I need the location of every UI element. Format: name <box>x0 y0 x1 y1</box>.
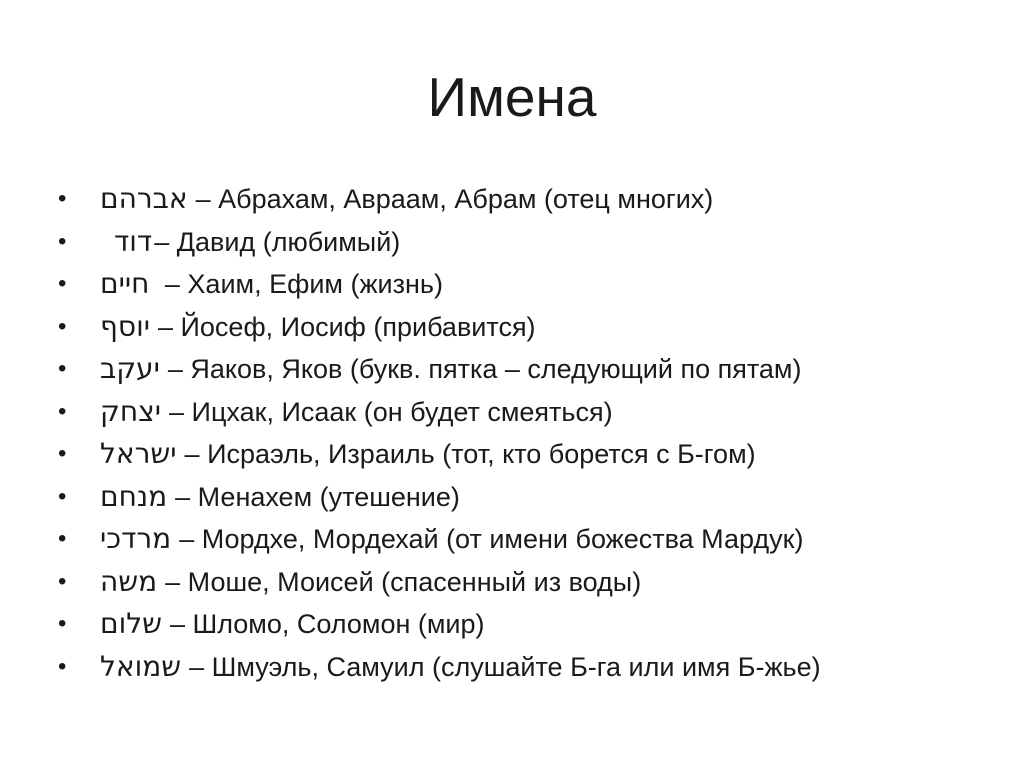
list-item <box>58 561 998 604</box>
name-gloss: – Шломо, Соломон (мир) <box>169 609 485 639</box>
name-gloss: – Йосеф, Иосиф (прибавится) <box>157 311 536 342</box>
bullet-icon: • <box>58 270 67 297</box>
name-gloss: – Моше, Моисей (спасенный из воды) <box>165 566 642 597</box>
name-gloss: – Яаков, Яков (букв. пятка – следующий по пятам) <box>167 354 802 384</box>
bullet-icon: • <box>58 440 67 467</box>
hebrew-name: ישראל <box>100 437 177 470</box>
bullet-icon: • <box>58 610 67 637</box>
hebrew-name: יצחק <box>100 394 162 428</box>
list-item <box>58 518 998 561</box>
name-gloss: – Ицхак, Исаак (он будет смеяться) <box>169 396 613 427</box>
list-item <box>58 433 998 476</box>
hebrew-name: יעקב <box>100 352 160 385</box>
hebrew-name: שמואל <box>100 649 182 683</box>
name-gloss: – Давид (любимый) <box>154 226 401 257</box>
slide-title: Имена <box>427 66 597 128</box>
list-item <box>58 476 998 519</box>
bullet-icon: • <box>58 227 67 255</box>
hebrew-name: חיים <box>100 267 150 300</box>
name-gloss: – Менахем (утешение) <box>175 481 460 512</box>
bullet-icon: • <box>58 567 67 595</box>
hebrew-name: יוסף <box>100 309 150 343</box>
name-gloss: – Шмуэль, Самуил (слушайте Б-га или имя Б-жье) <box>189 651 821 682</box>
list-item <box>58 221 998 264</box>
bullet-icon: • <box>58 482 67 510</box>
list-item <box>58 306 998 349</box>
name-gloss: – Мордхе, Мордехай (от имени божества Мардук) <box>179 524 804 554</box>
bullet-icon: • <box>58 185 67 212</box>
hebrew-name: אברהם <box>100 182 188 215</box>
list-item <box>58 178 998 221</box>
name-gloss: – Хаим, Ефим (жизнь) <box>157 269 443 299</box>
name-gloss: – Абрахам, Авраам, Абрам (отец многих) <box>195 184 714 214</box>
name-gloss: – Исраэль, Израиль (тот, кто борется с Б-гом) <box>184 439 756 469</box>
hebrew-name: שלום <box>100 607 162 640</box>
hebrew-name: דוד <box>114 224 153 258</box>
bullet-icon: • <box>58 652 67 680</box>
bullet-icon: • <box>58 355 67 382</box>
hebrew-name: משה <box>100 564 158 598</box>
hebrew-name: מנחם <box>100 479 168 513</box>
bullet-icon: • <box>58 312 67 340</box>
list-item <box>58 603 998 646</box>
bullet-icon: • <box>58 525 67 552</box>
names-list <box>58 178 998 688</box>
hebrew-name: מרדכי <box>100 522 172 555</box>
list-item <box>58 646 998 689</box>
list-item <box>58 348 998 391</box>
bullet-icon: • <box>58 397 67 425</box>
list-item <box>58 391 998 434</box>
list-item <box>58 263 998 306</box>
